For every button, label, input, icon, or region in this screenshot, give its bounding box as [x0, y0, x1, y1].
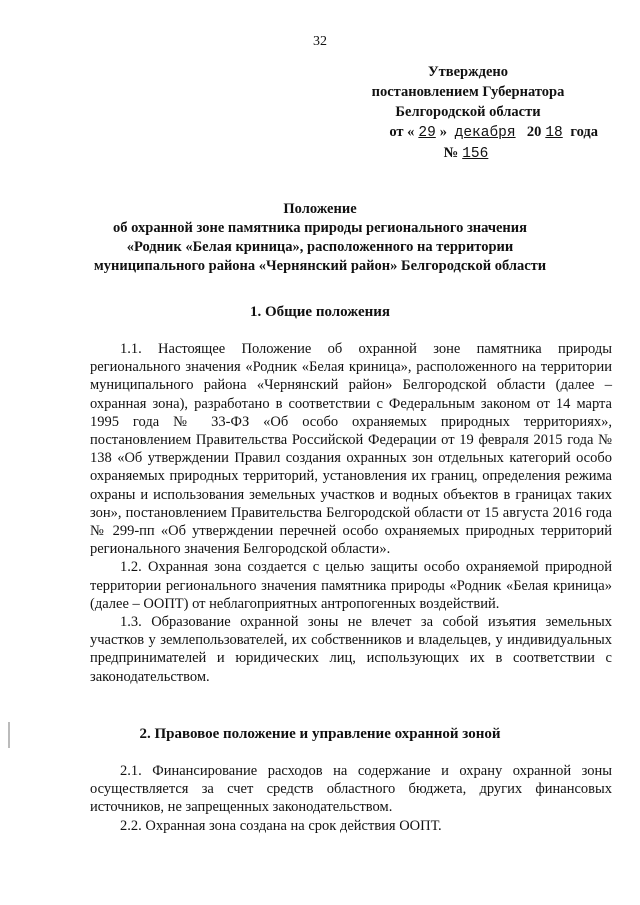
section-1-body: [90, 340, 612, 686]
approval-number: [338, 143, 598, 164]
approval-line-2: постановлением Губернатора: [371, 84, 565, 100]
title-line-2: об охранной зоне памятника природы регионального значения: [113, 220, 527, 236]
section-2-body: [90, 762, 612, 835]
paragraph-2-2: 2.2. Охранная зона создана на срок действия ООПТ.: [120, 817, 442, 834]
number-prefix: №: [443, 145, 459, 161]
page-number: 32: [313, 34, 327, 49]
approval-line-1: Утверждено: [428, 64, 508, 80]
approval-block: [338, 62, 598, 164]
date-month: декабря: [454, 125, 516, 141]
title-line-1: Положение: [283, 201, 357, 217]
paragraph-1-2: 1.2. Охранная зона создается с целью защиты особо охраняемой природной территории регионального значения памятника природы «Родник «Белая криница» (далее – ООПТ) от неблагоприятных антропогенных воздействий.: [90, 559, 612, 612]
section-1-heading: 1. Общие положения: [249, 304, 391, 320]
document-title: [80, 200, 560, 276]
title-line-4: муниципального района «Чернянский район» Белгородской области: [93, 258, 547, 274]
date-mid: »: [439, 124, 448, 140]
date-day: 29: [418, 125, 436, 141]
title-line-3: «Родник «Белая криница», расположенного на территории: [126, 239, 514, 255]
paragraph-2-1: 2.1. Финансирование расходов на содержание и охрану охранной зоны осуществляется за счет средств областного бюджета, других финансовых источников, не запрещенных законодательством.: [90, 763, 612, 816]
number-value: 156: [462, 146, 489, 162]
year-prefix: 20: [526, 124, 542, 140]
approval-line-3: Белгородской области: [395, 104, 541, 120]
date-prefix: от «: [389, 124, 415, 140]
section-2-heading: 2. Правовое положение и управление охранной зоной: [139, 726, 501, 742]
year-word: года: [570, 124, 598, 140]
year-suffix: 18: [545, 125, 563, 141]
paragraph-1-1: 1.1. Настоящее Положение об охранной зоне памятника природы регионального значения «Родник «Белая криница», расположенного на территории муниципального района «Чернянский район» Белгородской области (далее – охранная зона), разработано в соответствии с Федеральным законом от 14 марта 1995 года № 33-ФЗ «Об особо охраняемых природных территориях», постановлением Правительства Российской Федерации от 19 февраля 2015 года № 138 «Об утверждении Правил создания охранных зон отдельных категорий особо охраняемых природных территорий, установления их границ, определения режима охраны и использования земельных участков и водных объектов в границах таких зон», постановлением Правительства Белгородской области от 15 августа 2016 года № 299-пп «Об утверждении перечней особо охраняемых природных территорий регионального значения Белгородской области».: [90, 341, 612, 558]
approval-date: [338, 122, 598, 143]
paragraph-1-3: 1.3. Образование охранной зоны не влечет за собой изъятия земельных участков у землепользователей, их собственников и владельцев, у индивидуальных предпринимателей и юридических лиц, использующих их в соответствии с законодательством.: [90, 614, 612, 685]
scan-margin-mark: [8, 722, 10, 748]
